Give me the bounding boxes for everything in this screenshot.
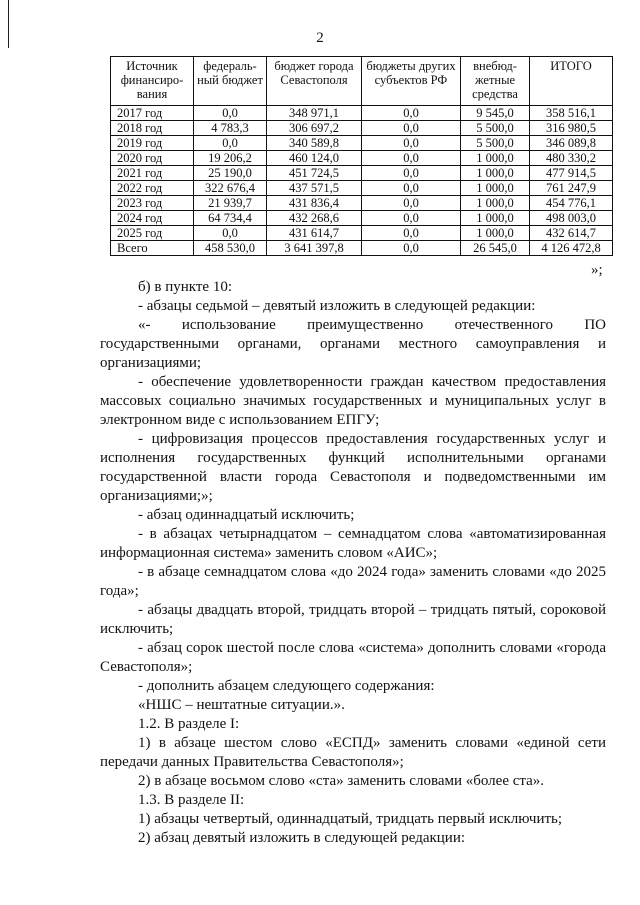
paragraph: «- использование преимущественно отечественного ПО государственными органами, органами местного самоуправления и организациями; — [100, 317, 606, 371]
paragraph: - в абзаце семнадцатом слова «до 2024 года» заменить словами «до 2025 года»; — [100, 564, 606, 599]
row-label: 2019 год — [111, 136, 194, 151]
table-cell: 1 000,0 — [461, 211, 530, 226]
table-cell: 348 971,1 — [267, 106, 362, 121]
table-cell: 1 000,0 — [461, 166, 530, 181]
table-row — [111, 211, 613, 226]
table-cell: 0,0 — [362, 241, 461, 256]
paragraph: - цифровизация процессов предоставления государственных услуг и исполнения государственных функций исполнительными органами государственной власти города Севастополя и подведомственными им организациями;»; — [100, 431, 606, 504]
table-cell: 322 676,4 — [194, 181, 267, 196]
table-row — [111, 106, 613, 121]
row-label: 2022 год — [111, 181, 194, 196]
table-cell: 437 571,5 — [267, 181, 362, 196]
paragraph: - в абзацах четырнадцатом – семнадцатом слова «автоматизированная информационная система» заменить словом «АИС»; — [100, 526, 606, 561]
table-cell: 0,0 — [362, 181, 461, 196]
table-row — [111, 136, 613, 151]
table-row — [111, 226, 613, 241]
table-cell: 0,0 — [362, 136, 461, 151]
paragraph: - обеспечение удовлетворенности граждан качеством предоставления массовых социально значимых государственных и муниципальных услуг в электронном виде с использованием ЕПГУ; — [100, 374, 606, 428]
paragraph: - абзацы двадцать второй, тридцать второй – тридцать пятый, сороковой исключить; — [100, 602, 606, 637]
table-cell: 316 980,5 — [530, 121, 613, 136]
header-source: Источник финансиро-вания — [111, 57, 194, 106]
table-cell: 0,0 — [362, 106, 461, 121]
table-cell: 26 545,0 — [461, 241, 530, 256]
row-label: 2023 год — [111, 196, 194, 211]
table-cell: 346 089,8 — [530, 136, 613, 151]
header-city-budget: бюджет города Севастополя — [267, 57, 362, 106]
table-cell: 19 206,2 — [194, 151, 267, 166]
table-cell: 0,0 — [194, 106, 267, 121]
paragraph: б) в пункте 10: — [138, 279, 232, 295]
table-cell: 432 268,6 — [267, 211, 362, 226]
table-cell: 3 641 397,8 — [267, 241, 362, 256]
row-label: Всего — [111, 241, 194, 256]
row-label: 2024 год — [111, 211, 194, 226]
table-cell: 0,0 — [362, 121, 461, 136]
header-federal: федераль-ный бюджет — [194, 57, 267, 106]
financing-table — [110, 56, 613, 256]
table-cell: 458 530,0 — [194, 241, 267, 256]
paragraph: - дополнить абзацем следующего содержания: — [138, 678, 435, 694]
paragraph: 2) абзац девятый изложить в следующей редакции: — [138, 830, 466, 846]
paragraph: - абзац сорок шестой после слова «система» дополнить словами «города Севастополя»; — [100, 640, 606, 675]
table-header-row — [111, 57, 613, 106]
table-cell: 0,0 — [362, 196, 461, 211]
paragraph: «НШС – нештатные ситуации.». — [138, 697, 345, 713]
table-cell: 454 776,1 — [530, 196, 613, 211]
table-cell: 451 724,5 — [267, 166, 362, 181]
header-extrabudgetary: внебюд-жетные средства — [461, 57, 530, 106]
paragraph: - абзацы седьмой – девятый изложить в следующей редакции: — [138, 298, 536, 314]
table-cell: 431 836,4 — [267, 196, 362, 211]
row-label: 2018 год — [111, 121, 194, 136]
table-cell: 0,0 — [194, 226, 267, 241]
table-cell: 498 003,0 — [530, 211, 613, 226]
table-cell: 25 190,0 — [194, 166, 267, 181]
table-cell: 432 614,7 — [530, 226, 613, 241]
table-cell: 0,0 — [362, 166, 461, 181]
table-cell: 4 783,3 — [194, 121, 267, 136]
closing-quote: »; — [591, 262, 603, 278]
table-cell: 5 500,0 — [461, 136, 530, 151]
table-cell: 64 734,4 — [194, 211, 267, 226]
table-cell: 0,0 — [362, 226, 461, 241]
page-number: 2 — [316, 30, 324, 46]
table-row — [111, 196, 613, 211]
table-cell: 761 247,9 — [530, 181, 613, 196]
table-row — [111, 121, 613, 136]
table-cell: 1 000,0 — [461, 226, 530, 241]
table-cell: 5 500,0 — [461, 121, 530, 136]
table-cell: 1 000,0 — [461, 181, 530, 196]
row-label: 2021 год — [111, 166, 194, 181]
row-label: 2025 год — [111, 226, 194, 241]
paragraph: 1.3. В разделе II: — [138, 792, 245, 808]
table-cell: 9 545,0 — [461, 106, 530, 121]
table-cell: 340 589,8 — [267, 136, 362, 151]
table-body — [111, 106, 613, 256]
table-cell: 0,0 — [194, 136, 267, 151]
paragraph: - абзац одиннадцатый исключить; — [138, 507, 355, 523]
table-row — [111, 166, 613, 181]
table-cell: 4 126 472,8 — [530, 241, 613, 256]
table-cell: 0,0 — [362, 151, 461, 166]
paragraph: 1.2. В разделе I: — [138, 716, 240, 732]
body-text — [100, 278, 606, 848]
table-row — [111, 181, 613, 196]
table-cell: 1 000,0 — [461, 151, 530, 166]
paragraph: 2) в абзаце восьмом слово «ста» заменить словами «более ста». — [138, 773, 545, 789]
table-cell: 21 939,7 — [194, 196, 267, 211]
header-other-subjects: бюджеты других субъектов РФ — [362, 57, 461, 106]
table-cell: 460 124,0 — [267, 151, 362, 166]
table-row — [111, 151, 613, 166]
table-cell: 477 914,5 — [530, 166, 613, 181]
paragraph: 1) абзацы четвертый, одиннадцатый, тридцать первый исключить; — [138, 811, 563, 827]
table-cell: 480 330,2 — [530, 151, 613, 166]
table-cell: 431 614,7 — [267, 226, 362, 241]
table-cell: 306 697,2 — [267, 121, 362, 136]
table-cell: 358 516,1 — [530, 106, 613, 121]
row-label: 2020 год — [111, 151, 194, 166]
table-row — [111, 241, 613, 256]
table-cell: 1 000,0 — [461, 196, 530, 211]
paragraph: 1) в абзаце шестом слово «ЕСПД» заменить словами «единой сети передачи данных Правительства Севастополя»; — [100, 735, 606, 770]
header-total: ИТОГО — [530, 57, 613, 106]
table-cell: 0,0 — [362, 211, 461, 226]
row-label: 2017 год — [111, 106, 194, 121]
